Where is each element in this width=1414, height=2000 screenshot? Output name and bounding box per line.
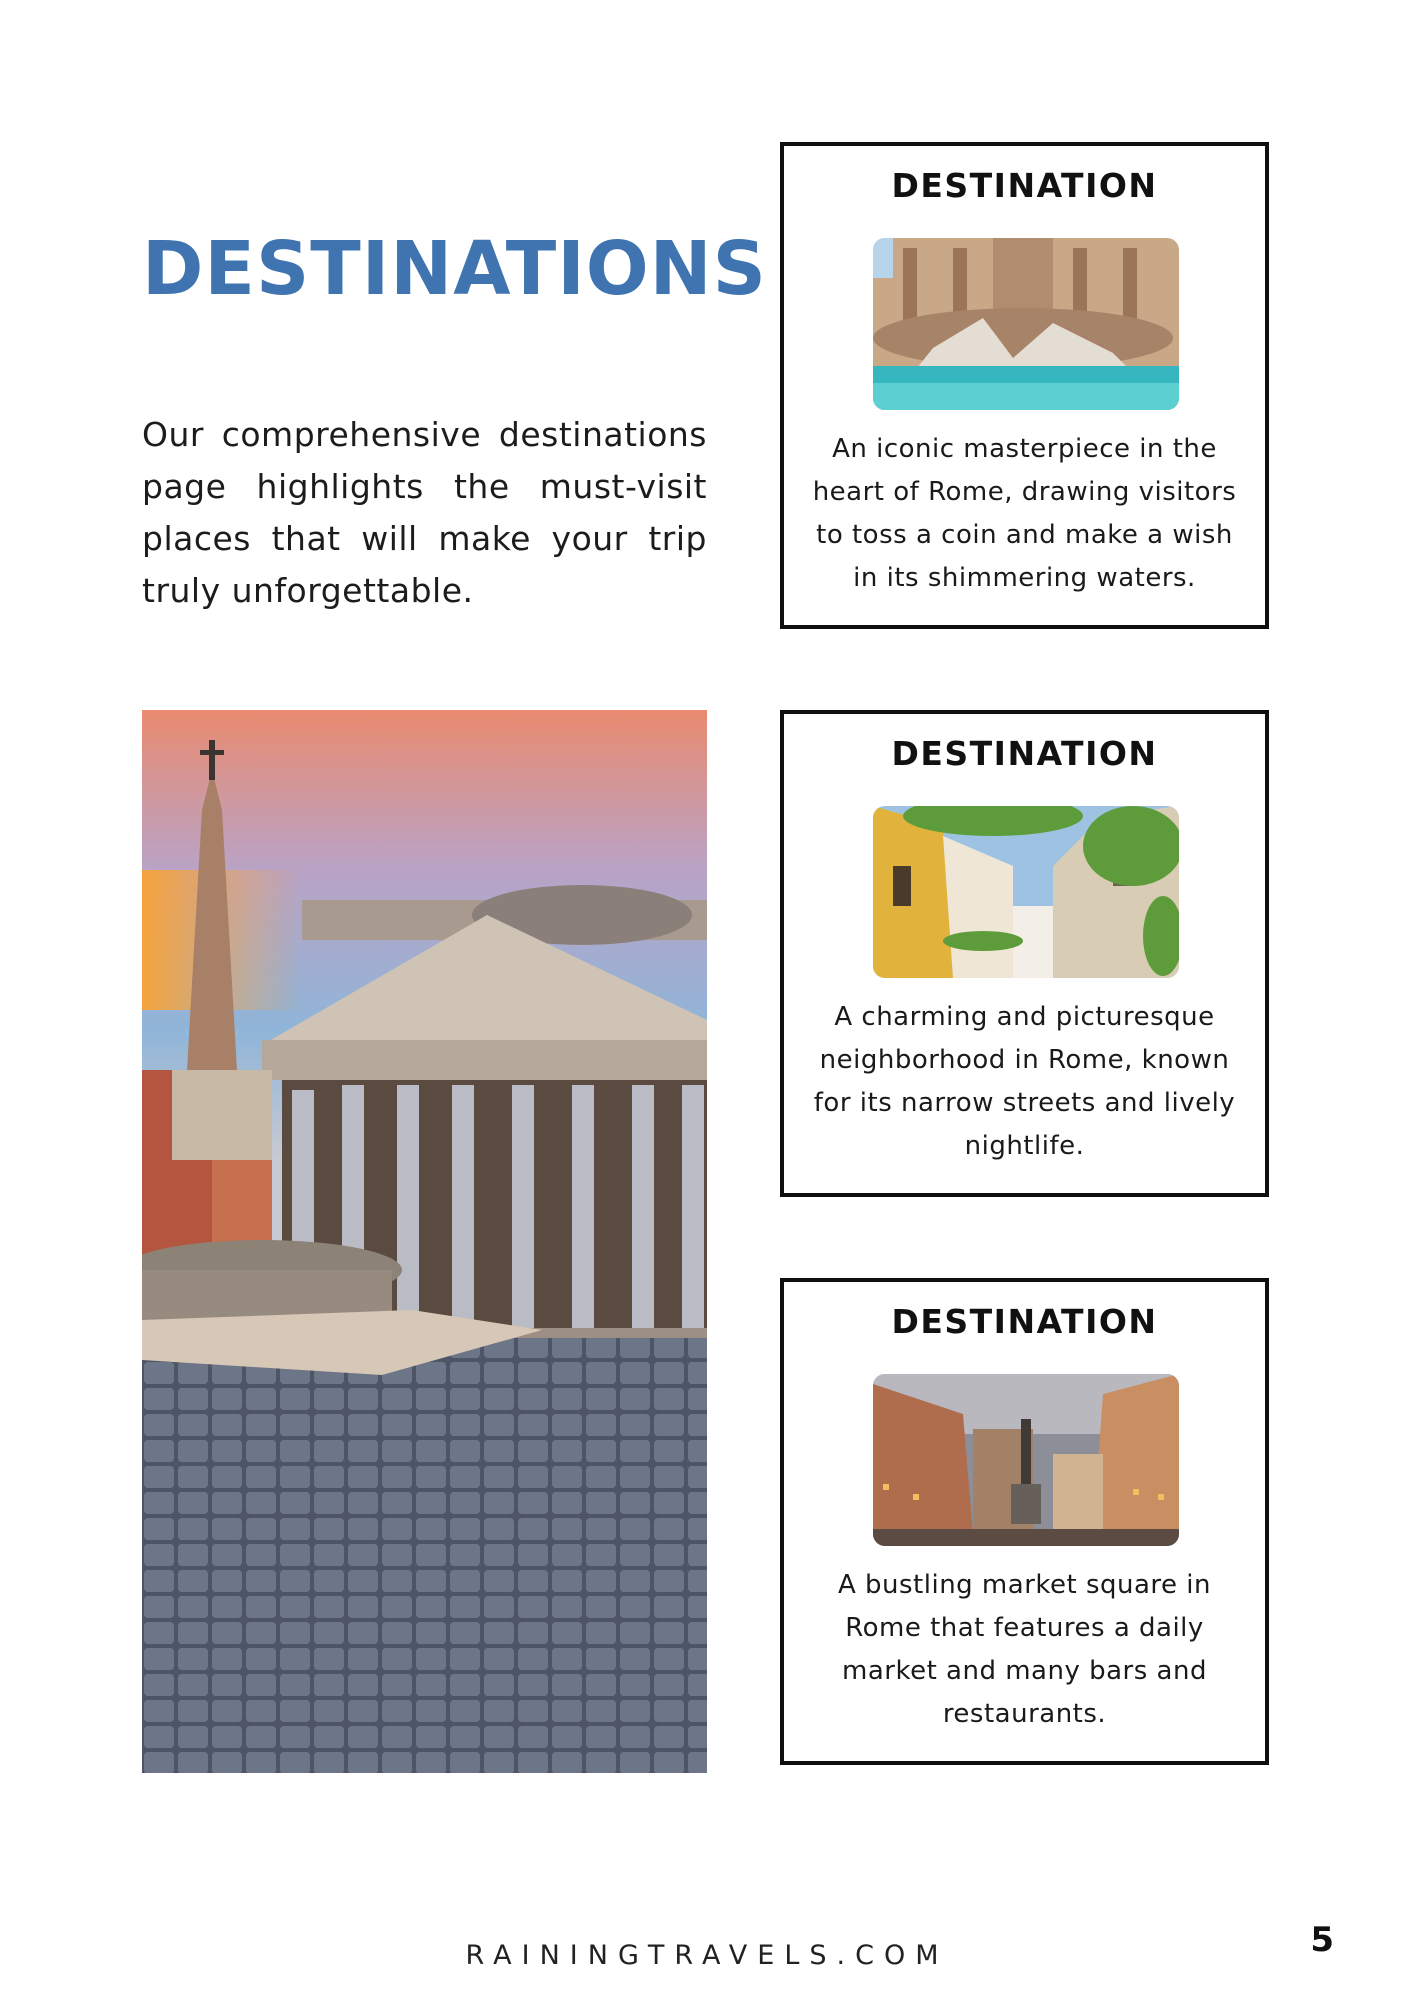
- card-description: A charming and picturesque neighborhood in Rome, known for its narrow streets and lively nightlife.: [813, 1002, 1236, 1161]
- destination-card-2: [780, 710, 1269, 1197]
- campo-de-fiori-photo: [873, 1374, 1179, 1546]
- website-footer: RAININGTRAVELS.COM: [465, 1940, 949, 1971]
- intro-paragraph: Our comprehensive destinations page highlights the must-visit places that will make your trip truly unforgettable.: [142, 415, 707, 610]
- pantheon-photo: [142, 710, 707, 1773]
- destination-card-3: [780, 1278, 1269, 1765]
- destination-card-1: [780, 142, 1269, 629]
- trastevere-street-photo: [873, 806, 1179, 978]
- card-heading: DESTINATION: [891, 166, 1158, 205]
- page-title: DESTINATIONS: [142, 226, 767, 312]
- page-number: 5: [1310, 1920, 1334, 1960]
- card-heading: DESTINATION: [891, 734, 1158, 773]
- trevi-fountain-photo: [873, 238, 1179, 410]
- card-description: A bustling market square in Rome that features a daily market and many bars and restaurants.: [837, 1570, 1212, 1729]
- card-description: An iconic masterpiece in the heart of Rome, drawing visitors to toss a coin and make a wish in its shimmering waters.: [812, 434, 1237, 593]
- card-heading: DESTINATION: [891, 1302, 1158, 1341]
